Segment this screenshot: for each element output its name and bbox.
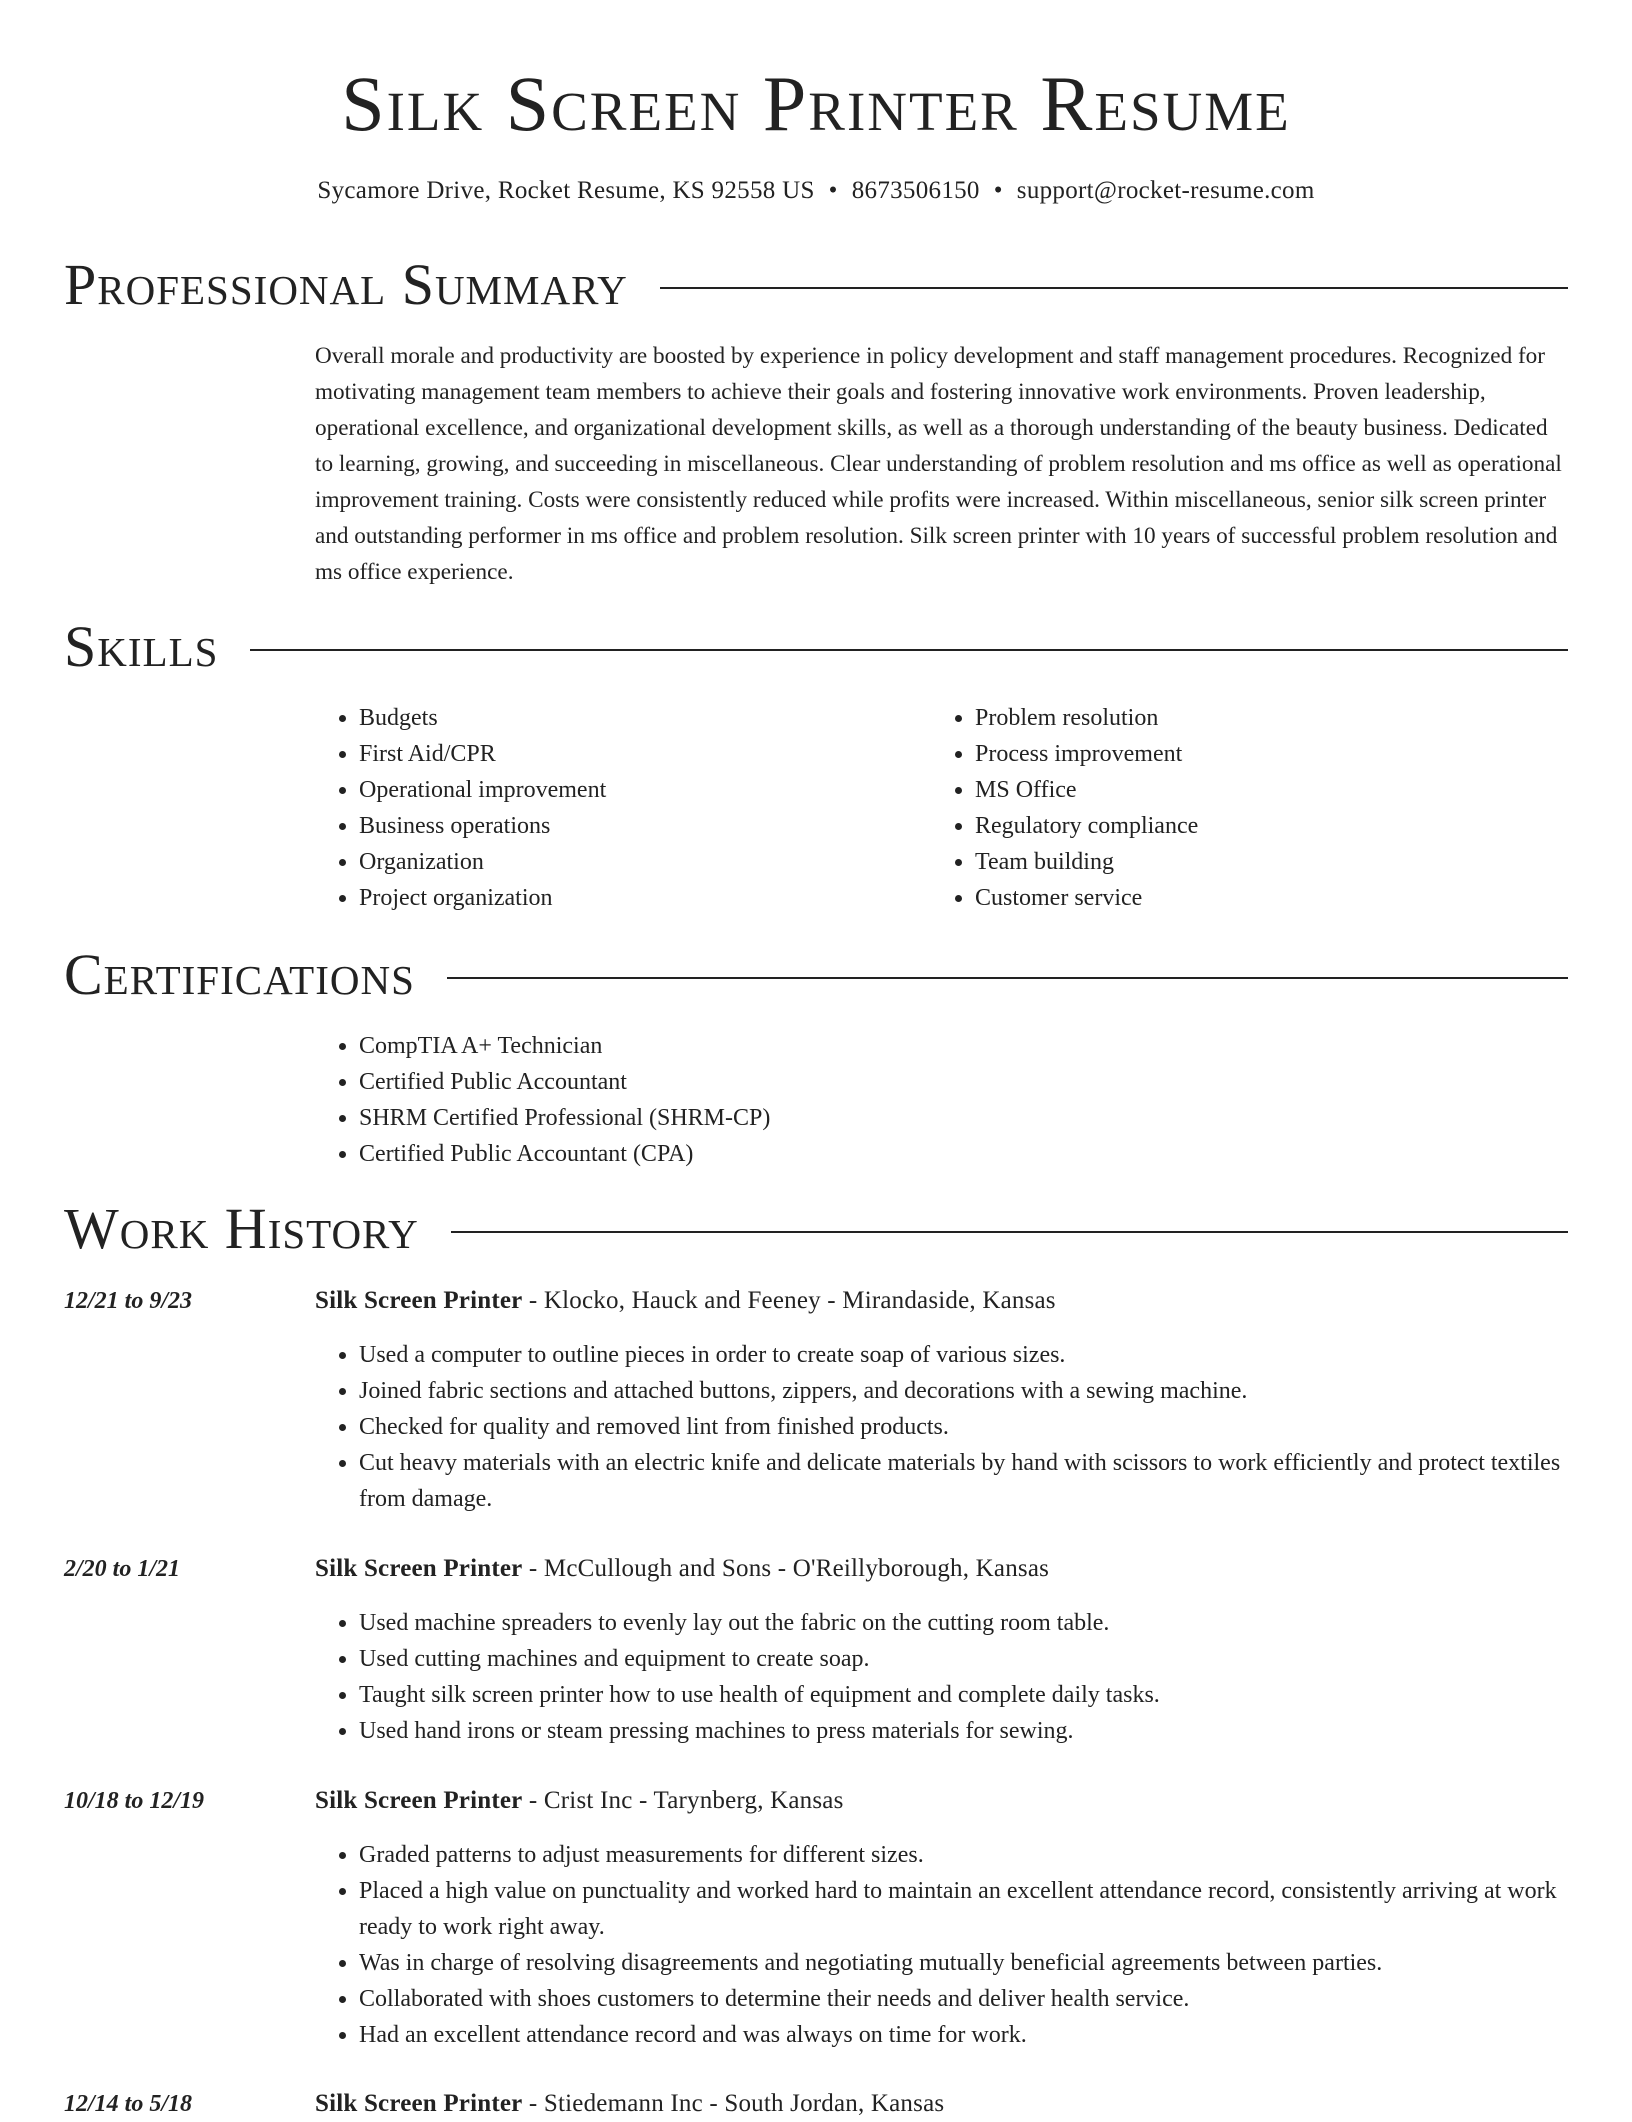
duty-item: • Used hand irons or steam pressing machines to press materials for sewing. [359,1713,1568,1749]
skills-column-right [931,700,1531,916]
duty-item: • Taught silk screen printer how to use health of equipment and complete daily tasks. [359,1677,1568,1713]
separator: • [993,177,1003,204]
section-work-history [64,1194,1568,1264]
job-heading [315,2086,944,2122]
skill-item: • Project organization [359,880,915,916]
phone: 8673506150 [851,177,980,204]
section-divider [250,649,1568,651]
certification-item: • SHRM Certified Professional (SHRM-CP) [359,1100,1515,1136]
section-divider [447,977,1568,979]
skill-item: • Organization [359,844,915,880]
job-title: Silk Screen Printer [315,1787,523,1814]
email: support@rocket-resume.com [1016,177,1315,204]
section-skills [64,612,1568,682]
address: Sycamore Drive, Rocket Resume, KS 92558 US [317,177,815,204]
job-heading [315,1283,1056,1319]
section-heading: Certifications [64,942,415,1007]
duty-item: • Graded patterns to adjust measurements for different sizes. [359,1837,1568,1873]
job-heading [315,1783,844,1819]
skill-item: • Process improvement [975,736,1531,772]
job-employer-location: - McCullough and Sons - O'Reillyborough, Kansas [522,1555,1050,1582]
duty-item: • Checked for quality and removed lint from finished products. [359,1409,1568,1445]
job-dates: 10/18 to 12/19 [64,1788,205,1814]
duty-item: • Cut heavy materials with an electric knife and delicate materials by hand with scissors to work efficiently and protect textiles from damage. [359,1445,1568,1517]
section-certifications [64,940,1568,1010]
skills-column-left [315,700,915,916]
section-professional-summary [64,250,1568,320]
section-heading: Skills [64,614,219,679]
duty-item: • Used a computer to outline pieces in order to create soap of various sizes. [359,1337,1568,1373]
job-employer-location: - Crist Inc - Tarynberg, Kansas [522,1787,844,1814]
skill-item: • Business operations [359,808,915,844]
duty-item: • Used cutting machines and equipment to create soap. [359,1641,1568,1677]
duty-item: • Joined fabric sections and attached buttons, zippers, and decorations with a sewing machine. [359,1373,1568,1409]
section-heading: Work History [64,1196,419,1261]
section-divider [451,1231,1568,1233]
duty-item: • Placed a high value on punctuality and worked hard to maintain an excellent attendance record, consistently arriving at work ready to work right away. [359,1873,1568,1945]
job-duties [315,1605,1568,1749]
duty-item: • Used machine spreaders to evenly lay out the fabric on the cutting room table. [359,1605,1568,1641]
job-duties [315,1837,1568,2053]
summary-text: Overall morale and productivity are boosted by experience in policy development and staff management procedures. Recognized for motivating management team members to achieve their goals and fostering innovative work environments. Proven leadership, operational excellence, and organizational development skills, as well as a thorough understanding of the beauty business. Dedicated to learning, growing, and succeeding in miscellaneous. Clear understanding of problem resolution and ms office as well as operational improvement training. Costs were consistently reduced while profits were increased. Within miscellaneous, senior silk screen printer and outstanding performer in ms office and problem resolution. Silk screen printer with 10 years of successful problem resolution and ms office experience. [315,343,1562,585]
job-dates: 12/14 to 5/18 [64,2091,193,2117]
job-heading [315,1551,1049,1587]
skill-item: • First Aid/CPR [359,736,915,772]
duty-item: • Collaborated with shoes customers to determine their needs and deliver health service. [359,1981,1568,2017]
duty-item: • Had an excellent attendance record and was always on time for work. [359,2017,1568,2053]
certification-item: • Certified Public Accountant (CPA) [359,1136,1515,1172]
skill-item: • Team building [975,844,1531,880]
skill-item: • Problem resolution [975,700,1531,736]
job-employer-location: - Stiedemann Inc - South Jordan, Kansas [522,2090,945,2117]
job-title: Silk Screen Printer [315,1287,523,1314]
contact-line [0,174,1632,208]
section-divider [660,287,1568,289]
job-employer-location: - Klocko, Hauck and Feeney - Mirandaside, Kansas [522,1287,1056,1314]
skill-item: • Budgets [359,700,915,736]
job-dates: 2/20 to 1/21 [64,1556,181,1582]
duty-item: • Was in charge of resolving disagreements and negotiating mutually beneficial agreements between parties. [359,1945,1568,1981]
certification-item: • Certified Public Accountant [359,1064,1515,1100]
skill-item: • Customer service [975,880,1531,916]
certifications-list [315,1028,1515,1172]
skill-item: • MS Office [975,772,1531,808]
certification-item: • CompTIA A+ Technician [359,1028,1515,1064]
job-dates: 12/21 to 9/23 [64,1288,193,1314]
skill-item: • Regulatory compliance [975,808,1531,844]
resume-title: Silk Screen Printer Resume [341,60,1291,147]
skill-item: • Operational improvement [359,772,915,808]
job-title: Silk Screen Printer [315,2090,523,2117]
job-title: Silk Screen Printer [315,1555,523,1582]
section-heading: Professional Summary [64,252,628,317]
job-duties [315,1337,1568,1517]
separator: • [828,177,838,204]
